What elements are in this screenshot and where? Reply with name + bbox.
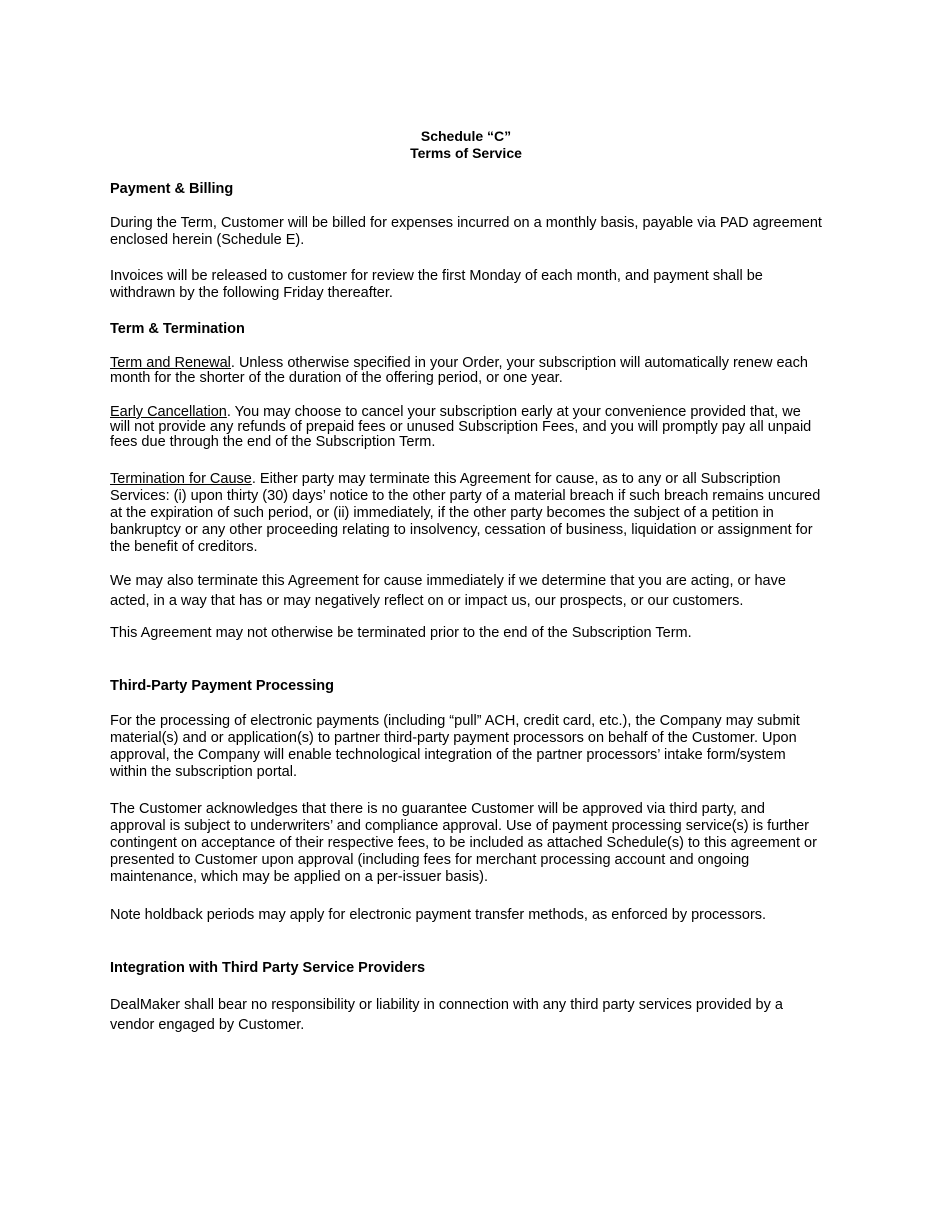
early-cancellation-label: Early Cancellation <box>110 404 227 420</box>
terminate-immediately-paragraph: We may also terminate this Agreement for cause immediately if we determine that you are acting, or have acted, in a way that has or may negatively reflect on or impact us, our prospects, or our customers. <box>110 573 786 609</box>
term-renewal-paragraph <box>110 356 822 386</box>
third-party-payment-heading: Third-Party Payment Processing <box>110 678 335 694</box>
payment-billing-paragraph-1: During the Term, Customer will be billed for expenses incurred on a monthly basis, payable via PAD agreement enclosed herein (Schedule E). <box>110 215 822 248</box>
payment-billing-heading: Payment & Billing <box>110 181 234 197</box>
term-renewal-label: Term and Renewal <box>110 355 231 371</box>
third-party-payment-paragraph-3: Note holdback periods may apply for electronic payment transfer methods, as enforced by processors. <box>110 907 767 923</box>
integration-heading: Integration with Third Party Service Providers <box>110 960 426 976</box>
payment-billing-paragraph-2: Invoices will be released to customer for review the first Monday of each month, and payment shall be withdrawn by the following Friday thereafter. <box>110 268 763 301</box>
term-renewal-text: . Unless otherwise specified in your Order, your subscription will automatically renew each month for the shorter of the duration of the offering period, or one year. <box>110 355 808 386</box>
termination-for-cause-text: . Either party may terminate this Agreement for cause, as to any or all Subscription Services: (i) upon thirty (30) days’ notice to the other party of a material breach if such breach remains uncured at the expiration of such period, or (ii) immediately, if the other party becomes the subject of a petition in bankruptcy or any other proceeding relating to insolvency, cessation of business, liquidation or assignment for the benefit of creditors. <box>110 471 821 555</box>
third-party-payment-paragraph-1: For the processing of electronic payments (including “pull” ACH, credit card, etc.), the Company may submit material(s) and or application(s) to partner third-party payment processors on behalf of the Customer. Upon approval, the Company will enable technological integration of the partner processors’ intake form/system within the subscription portal. <box>110 713 800 780</box>
third-party-payment-paragraph-2: The Customer acknowledges that there is no guarantee Customer will be approved via third party, and approval is subject to underwriters’ and compliance approval. Use of payment processing service(s) is further contingent on acceptance of their respective fees, to be included as attached Schedule(s) to this agreement or presented to Customer upon approval (including fees for merchant processing account and ongoing maintenance, which may be applied on a per-issuer basis). <box>110 801 817 885</box>
terms-of-service-title: Terms of Service <box>410 145 522 161</box>
integration-paragraph: DealMaker shall bear no responsibility or liability in connection with any third party services provided by a vendor engaged by Customer. <box>110 997 783 1033</box>
term-termination-heading: Term & Termination <box>110 321 245 337</box>
early-cancellation-paragraph <box>110 405 822 450</box>
early-cancellation-text: . You may choose to cancel your subscription early at your convenience provided that, we will not provide any refunds of prepaid fees or unused Subscription Fees, and you will promptly pay all unpaid fees due through the end of the Subscription Term. <box>110 404 812 450</box>
termination-for-cause-paragraph <box>110 471 822 556</box>
document-title <box>0 128 932 162</box>
schedule-title: Schedule “C” <box>420 128 512 144</box>
no-other-termination-paragraph: This Agreement may not otherwise be terminated prior to the end of the Subscription Term. <box>110 625 692 641</box>
termination-for-cause-label: Termination for Cause <box>110 471 252 487</box>
